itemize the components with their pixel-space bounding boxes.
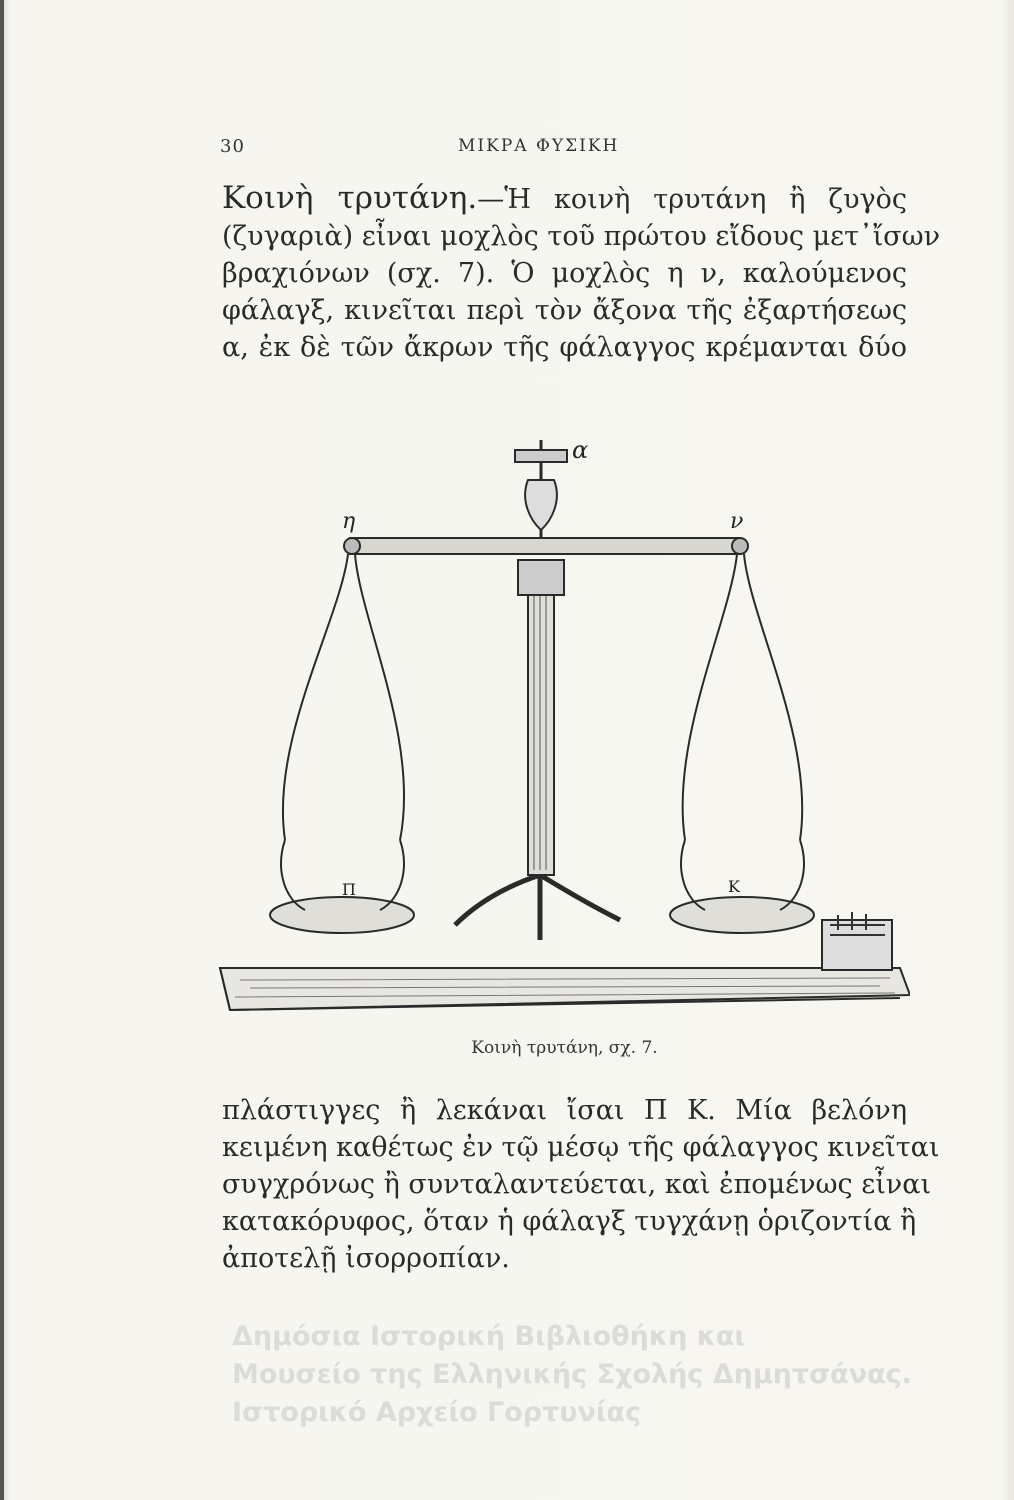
text-line: φάλαγξ, κινεῖται περὶ τὸν ἄξονα τῆς ἐξαρτήσεως	[222, 295, 907, 326]
left-pan-chains	[283, 554, 404, 840]
page-header	[220, 136, 900, 166]
label-kappa: Κ	[728, 877, 740, 896]
scale-pillar	[528, 590, 554, 875]
label-nu: ν	[730, 509, 744, 534]
label-alpha: α	[572, 436, 589, 464]
tripod-base	[455, 875, 620, 940]
balance-scale-figure	[210, 420, 910, 1030]
text-line: ἀποτελῇ ἰσορροπίαν.	[222, 1243, 510, 1274]
watermark-line: Δημόσια Ιστορική Βιβλιοθήκη και	[232, 1321, 745, 1352]
watermark-line: Μουσείο της Ελληνικής Σχολής Δημητσάνας.	[232, 1359, 912, 1390]
label-pi: Π	[342, 880, 356, 899]
figure-caption: Κοινὴ τρυτάνη, σχ. 7.	[471, 1038, 658, 1058]
paragraph-2	[222, 1092, 940, 1277]
label-eta: η	[342, 509, 356, 534]
text-line: βραχιόνων (σχ. 7). Ὁ μοχλὸς η ν, καλούμενος	[222, 258, 907, 289]
running-title: ΜΙΚΡΑ ΦΥΣΙΚΗ	[458, 136, 620, 156]
text-line: κατακόρυφος, ὅταν ἡ φάλαγξ τυγχάνῃ ὁριζοντία ἢ	[222, 1206, 917, 1237]
weights-box	[822, 920, 892, 970]
text-line: (ζυγαριὰ) εἶναι μοχλὸς τοῦ πρώτου εἴδους μετ᾽ἴσων	[222, 221, 941, 252]
text-line-content: —Ἡ κοινὴ τρυτάνη ἢ ζυγὸς	[477, 184, 907, 215]
left-pan	[270, 897, 414, 933]
page-number: 30	[220, 136, 245, 157]
right-pan	[670, 897, 814, 933]
scale-beam	[350, 538, 740, 554]
section-title: Κοινὴ τρυτάνη.	[222, 180, 478, 216]
text-line: α, ἐκ δὲ τῶν ἄκρων τῆς φάλαγγος κρέμανται δύο	[222, 332, 907, 363]
page-binding-edge	[0, 0, 4, 1500]
text-line	[222, 180, 907, 218]
text-line: κειμένη καθέτως ἐν τῷ μέσῳ τῆς φάλαγγος κινεῖται	[222, 1132, 940, 1163]
text-line: πλάστιγγες ἢ λεκάναι ἴσαι Π Κ. Μία βελόνη	[222, 1095, 907, 1126]
paragraph-1	[222, 180, 941, 366]
library-watermark	[232, 1318, 992, 1432]
right-pan-chains	[683, 554, 803, 840]
watermark-line: Ιστορικό Αρχείο Γορτυνίας	[232, 1397, 641, 1428]
text-line: συγχρόνως ἢ συνταλαντεύεται, καὶ ἐπομένως εἶναι	[222, 1169, 932, 1200]
